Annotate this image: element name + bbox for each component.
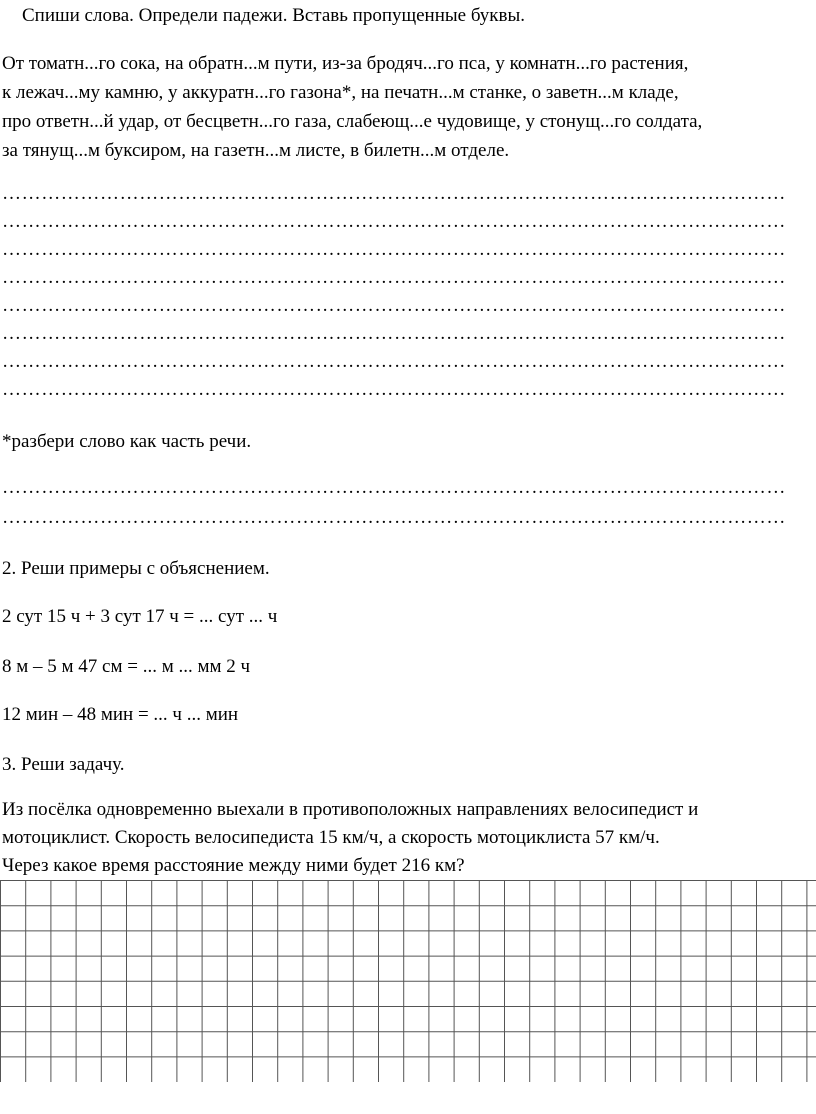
task3-problem-line-3: Через какое время расстояние между ними будет 216 км?: [2, 855, 465, 876]
answer-line: …………………………………………………………………………………………………………: [2, 478, 786, 498]
task1-text-line-4: за тянущ...м буксиром, на газетн...м листе, в билетн...м отделе.: [2, 140, 510, 161]
answer-line: …………………………………………………………………………………………………………: [2, 324, 786, 344]
answer-line: …………………………………………………………………………………………………………: [2, 380, 786, 400]
answer-line: …………………………………………………………………………………………………………: [2, 508, 786, 528]
task1-note: *разбери слово как часть речи.: [2, 431, 252, 452]
task3-problem-line-2: мотоциклист. Скорость велосипедиста 15 км/ч, а скорость мотоциклиста 57 км/ч.: [2, 827, 660, 848]
task1-text-line-1: От томатн...го сока, на обратн...м пути, из-за бродяч...го пса, у комнатн...го растения,: [2, 53, 689, 74]
task1-title: Спиши слова. Определи падежи. Вставь пропущенные буквы.: [22, 5, 525, 26]
answer-line: …………………………………………………………………………………………………………: [2, 240, 786, 260]
task1-text-line-2: к лежач...му камню, у аккуратн...го газона*, на печатн...м станке, о заветн...м кладе,: [2, 82, 679, 103]
task1-text-line-3: про ответн...й удар, от бесцветн...го газа, слабеющ...е чудовище, у стонущ...го солдата,: [2, 111, 703, 132]
graph-paper-grid: [0, 880, 816, 1082]
answer-line: …………………………………………………………………………………………………………: [2, 352, 786, 372]
task2-title: 2. Реши примеры с объяснением.: [2, 558, 270, 579]
task3-title: 3. Реши задачу.: [2, 754, 125, 775]
task3-problem-line-1: Из посёлка одновременно выехали в противоположных направлениях велосипедист и: [2, 799, 699, 820]
task2-example-1: 2 сут 15 ч + 3 сут 17 ч = ... сут ... ч: [2, 606, 278, 627]
task2-example-2: 8 м – 5 м 47 см = ... м ... мм 2 ч: [2, 656, 251, 677]
answer-line: …………………………………………………………………………………………………………: [2, 184, 786, 204]
answer-line: …………………………………………………………………………………………………………: [2, 268, 786, 288]
answer-line: …………………………………………………………………………………………………………: [2, 212, 786, 232]
answer-line: …………………………………………………………………………………………………………: [2, 296, 786, 316]
task2-example-3: 12 мин – 48 мин = ... ч ... мин: [2, 704, 239, 725]
grid-lines: [0, 880, 816, 1082]
